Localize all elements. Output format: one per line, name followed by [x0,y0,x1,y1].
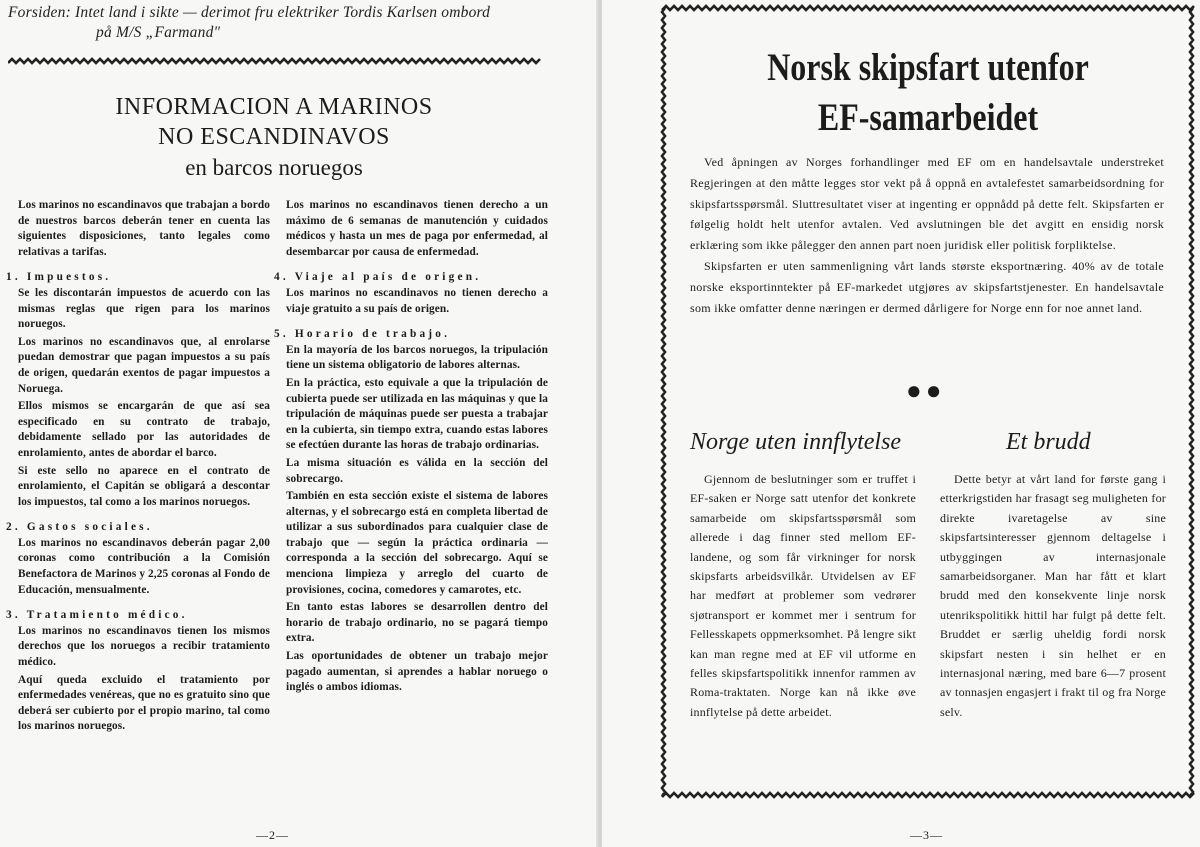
paragraph: Los marinos no escandinavos deberán pagar 2,00 coronas como contribución a la Comisión Benefactora de Marinos y 2,25 coronas al Fondo de Educación, mensualmente. [18,536,270,596]
paragraph: Ved åpningen av Norges forhandlinger med EF om en handelsavtale understreket Regjeringen at den måtte legges stor vekt på å oppnå en avtalefestet samarbeidsordning for skipsfartsspørsmål. Sluttresultatet viser at ingenting er oppnådd på dette felt. Skipsfarten er følgelig holdt helt utenfor avtalen. Ved avslutningen ble det avgitt en ensidig norsk erklæring som ikke pålegger den annen part noen juridisk eller politisk forpliktelse. [690,155,1164,253]
left-column-2 [274,198,548,698]
paragraph: Los marinos no escandinavos que, al enrolarse puedan demostrar que pagan impuestos a su país de origen, quedarán exentos de pagar impuestos a Noruega. [18,335,270,395]
subheading-norge-uten-innflytelse: Norge uten innflytelse [690,429,902,455]
paragraph: Se les discontarán impuestos de acuerdo con las mismas reglas que rigen para los marinos noruegos. [18,286,270,331]
article-title-line-1: Norsk skipsfart utenfor [767,46,1089,89]
article-column-1 [690,470,916,722]
paragraph: Gjennom de beslutninger som er truffet i EF-saken er Norge satt utenfor det konkrete samarbeide om skipsfartsspørsmål som allerede i dag finner sted mellom EF-landene, og som får virkninger for norsk skipsfarts arbeidsvilkår. Utvidelsen av EF har medført at problemer som vedrører sjøtransport er kommet mer i sentrum for Fellesskapets oppmerksomhet. På lengre sikt kan man regne med at EF vil utforme en felles skipsfartspolitikk innenfor rammen av Roma-traktaten. Norge kan nå ikke øve innflytelse på dette arbeidet. [690,472,916,719]
paragraph: Aquí queda excluido el tratamiento por enfermedades venéreas, que no es gratuito sino que deberá ser cubierto por el propio marino, tal como los marinos noruegos. [18,673,270,733]
section-viaje [274,270,548,317]
section-heading: 2. Gastos sociales. [6,521,153,534]
paragraph: En la mayoría de los barcos noruegos, la tripulación tiene un sistema obligatorio de labores alternas. [286,343,548,372]
paragraph: Dette betyr at vårt land for første gang i etterkrigstiden har frasagt seg muligheten for direkte ivaretagelse av sine skipsfartsinteresser gjennom deltagelse i utbyggingen av internasjonale samarbeidsorganer. Man har fått et klart brudd med den konsekvente linje norsk utenrikspolitikk hittil har fulgt på dette felt. Bruddet er særlig uheldig fordi norsk skipsfart nesten i sin helhet er en internasjonal næring, med bare 6—7 prosent av tonnasjen engasjert i frakt til og fra Norge selv. [940,472,1166,719]
article-intro [690,152,1164,318]
paragraph: Los marinos no escandinavos no tienen derecho a viaje gratuito a su país de origen. [286,286,548,315]
paragraph: Los marinos no escandinavos tienen derecho a un máximo de 6 semanas de manutención y cuidados médicos y hasta un mes de paga por enfermedad, al desembarcar por causa de enfermedad. [286,199,548,258]
page-number: —2— [256,828,289,842]
caption-line-2: på M/S „Farmand" [96,24,221,41]
paragraph: Si este sello no aparece en el contrato de enrolamiento, el Capitán se obligará a descontar los impuestos, tal como a los marinos noruegos. [18,464,270,508]
page-number: —3— [910,828,943,842]
paragraph: Ellos mismos se encargarán de que así sea especificado en su contrato de trabajo, debidamente sellado por las autoridades de enrolamiento, antes de abordar el barco. [18,400,270,459]
subheading-et-brudd: Et brudd [1006,429,1091,455]
section-heading: 4. Viaje al país de origen. [274,271,482,284]
section-gastos-sociales [6,520,270,598]
article-column-2 [940,470,1166,722]
article-title-line-2: EF-samarbeidet [817,96,1039,139]
paragraph: La misma situación es válida en la sección del sobrecargo. [286,456,548,485]
caption-line-1: Forsiden: Intet land i sikte — derimot fru elektriker Tordis Karlsen ombord [8,4,491,21]
left-page [0,0,598,847]
section-heading: 1. Impuestos. [6,271,112,284]
section-heading: 3. Tratamiento médico. [6,609,188,622]
section-impuestos [6,270,270,510]
paragraph: En la práctica, esto equivale a que la tripulación de cubierta puede ser utilizada en las máquinas y que la tripulación de máquinas puede ser puesta a trabajar en la cubierta, sin tiempo extra, cuando estas labores se efectúen durante las horas de trabajo ordinarias. [286,376,548,452]
section-horario [274,327,548,696]
section-tratamiento-medico [6,608,270,735]
zigzag-divider [8,57,543,65]
page-title-line-1: INFORMACION A MARINOS [115,94,433,120]
page-subtitle: en barcos noruegos [185,155,363,180]
dot-divider: ●● [906,376,946,405]
paragraph: Los marinos no escandinavos tienen los mismos derechos que los noruegos a recibir tratamiento médico. [18,624,270,669]
page-title-line-2: NO ESCANDINAVOS [158,124,390,150]
section-heading: 5. Horario de trabajo. [274,328,451,341]
paragraph: Las oportunidades de obtener un trabajo mejor pagado aumentan, si aprendes a hablar noruego o inglés o ambos idiomas. [286,650,548,694]
cover-caption [8,3,588,43]
paragraph: En tanto estas labores se desarrollen dentro del horario de trabajo ordinario, no se pagará tiempo extra. [286,601,548,645]
paragraph: También en esta sección existe el sistema de labores alternas, y el sobrecargo está en completa libertad de utilizar a sus subordinados para cualquier clase de trabajo que — según la práctica ordinaria — corresponda a la sección del sobrecargo. Aquí se menciona limpieza y arreglo del cuarto de provisiones, cocina, comedores y camarotes, etc. [286,490,548,596]
intro-paragraph: Los marinos no escandinavos que trabajan a bordo de nuestros barcos deberán tener en cuenta las siguientes disposiciones, tanto legales como relativas a tarifas. [18,199,270,258]
paragraph: Skipsfarten er uten sammenligning vårt lands største eksportnæring. 40% av de totale norske eksportinntekter på EF-markedet utgjøres av skipsfartstjenester. En handelsavtale som ikke omfatter denne næringen er dermed dårligere for Norge enn for noe annet land. [690,258,1164,315]
left-column-1 [6,198,270,737]
